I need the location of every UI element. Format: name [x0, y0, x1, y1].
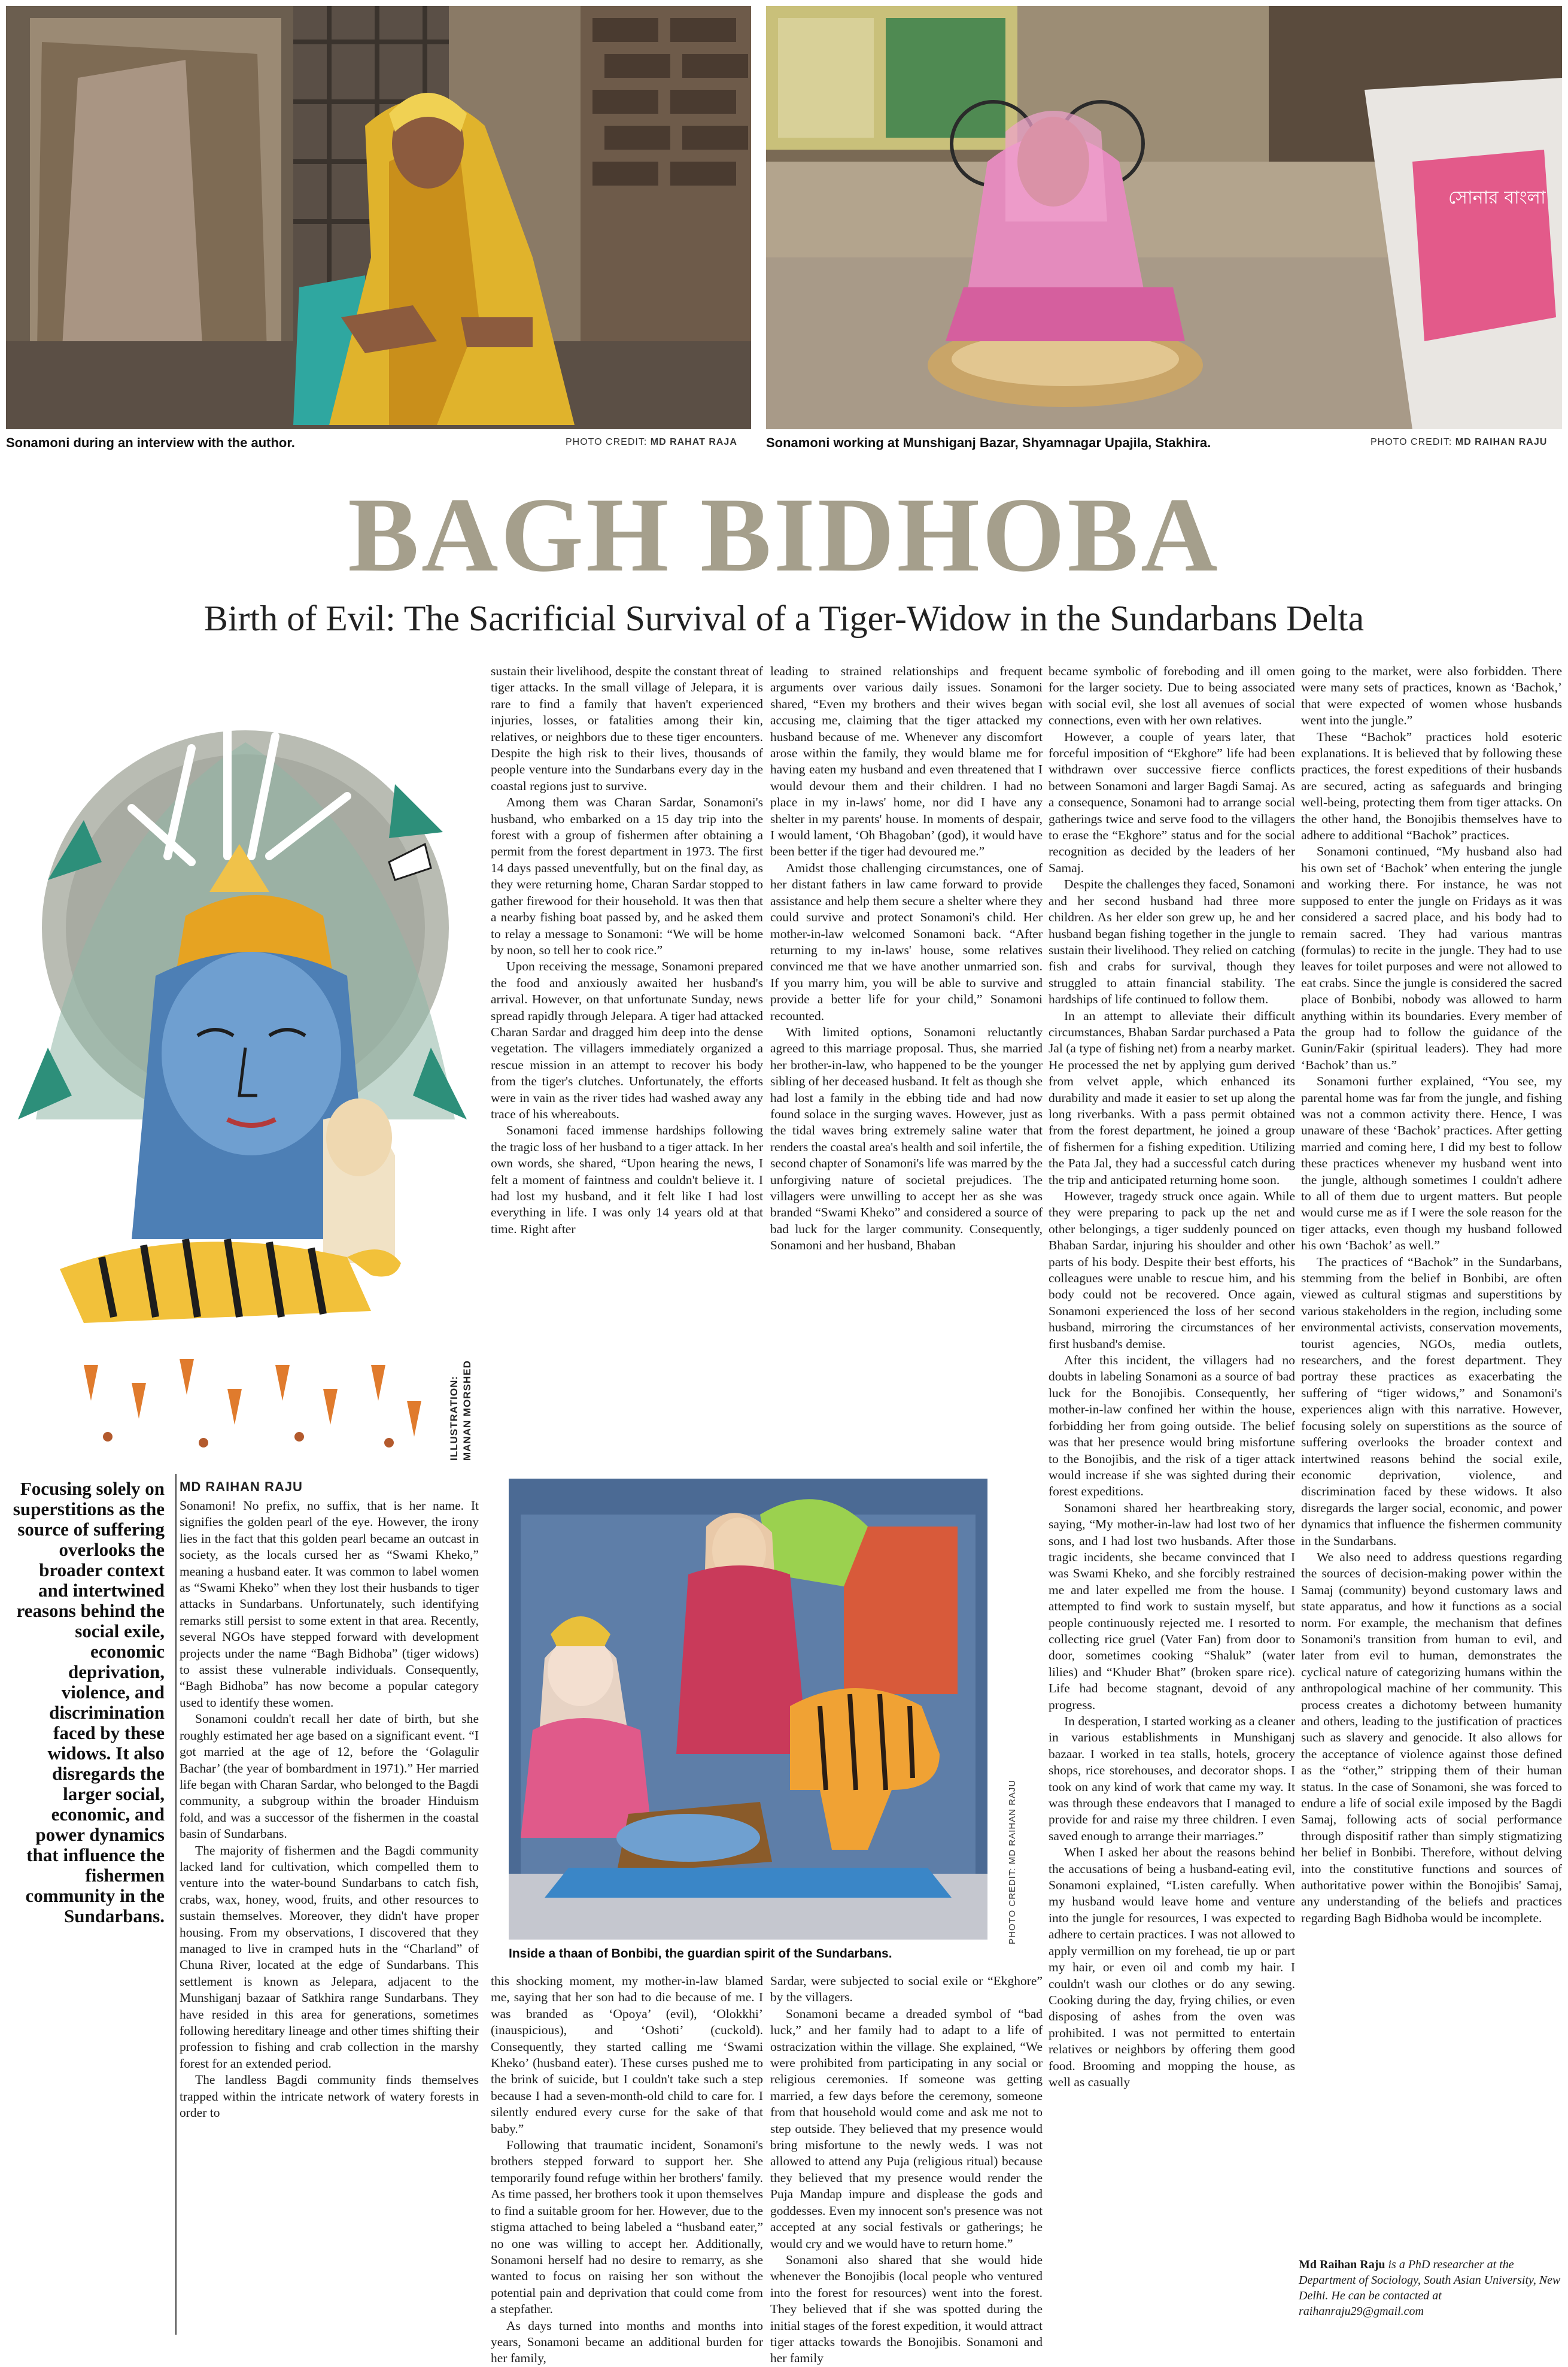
- pullquote-divider: [175, 1474, 177, 2335]
- paragraph: With limited options, Sonamoni reluctantly agreed to this marriage proposal. Thus, she married her brother-in-law, who happened to be the younger sibling of her deceased husband. It felt as though she had lost a family in the ebbing tide and had now found solace in the surging waves. However, just as the tidal waves bring extremely saline water that renders the coastal area's health and soil infertile, the second chapter of Sonamoni's life was marred by the unforgiving nature of societal prejudices. The villagers were unwilling to accept her as she was branded “Swami Kheko” and considered a source of bad luck for the larger community. Consequently, Sonamoni and her husband, Bhaban: [770, 1024, 1043, 1253]
- article-column-4: [1049, 663, 1295, 2336]
- paragraph: became symbolic of foreboding and ill omen for the larger society. Due to being associated with social evil, she lost all avenues of social connections, even with her own relatives.: [1049, 664, 1295, 728]
- paragraph: After this incident, the villagers had no doubts in labeling Sonamoni as a source of bad luck for the Bonojibis. Consequently, her mother-in-law confined her within the house, forbidding her from going outside. The belief was that her presence would bring misfortune to the Bonojibis, and the risk of a tiger attack would increase if she was sighted during their forest expeditions.: [1049, 1353, 1295, 1499]
- article-column-3: [770, 663, 1043, 1464]
- pull-quote: Focusing solely on superstitions as the source of suffering overlooks the broader context and intertwined reasons behind the social exile, economic deprivation, violence, and discrimination faced by these widows. It also disregards the larger social, economic, and power dynamics that influence the fishermen community in the Sundarbans.: [13, 1478, 165, 1926]
- paragraph: Sonamoni! No prefix, no suffix, that is her name. It signifies the golden pearl of the eye. However, the irony lies in the fact that this golden pearl became an outcast in society, as the locals cursed her as “Swami Kheko,” meaning a husband eater. It was common to label women as “Swami Kheko” when they lost their husbands to tiger attacks in Sundarbans. Unfortunately, such identifying remarks still persist to some extent in that area. Recently, several NGOs have stepped forward with development projects under the name “Bagh Bidhoba” (tiger widows) to assist these vulnerable individuals. Consequently, “Bagh Bidhoba” has now become a popular category used to identify these women.: [180, 1498, 479, 1710]
- photo-bonbibi-thaan: [509, 1479, 987, 1940]
- paragraph: Among them was Charan Sardar, Sonamoni's husband, who embarked on a 15 day trip into the forest with a group of fishermen after obtaining a permit from the forest department in 1973. The first 14 days passed uneventfully, but on the final day, as they were returning home, Charan Sardar stopped to gather firewood for their household. It was then that a nearby fishing boat passed by, and he asked them to relay a message to Sonamoni: “We will be home by noon, so tell her to cook rice.”: [491, 795, 763, 957]
- paragraph: The practices of “Bachok” in the Sundarbans, stemming from the belief in Bonbibi, are often viewed as cultural stigmas and superstitions by various stakeholders in the region, including some environmental activists, conservation movements, tourist agencies, NGOs, media outlets, researchers, and the forest department. They portray these practices as exacerbating the suffering of “tiger widows,” and Sonamoni's experiences align with this narrative. However, focusing solely on superstitions as the source of suffering overlooks the broader context and intertwined reasons behind the social exile, economic deprivation, violence, and discrimination faced by these widows. It also disregards the larger social, economic, and power dynamics that influence the fishermen community in the Sundarbans.: [1301, 1254, 1562, 1548]
- article-column-7: [770, 1973, 1043, 2366]
- paragraph: However, tragedy struck once again. While they were preparing to pack up the net and other belongings, a tiger suddenly pounced on Bhaban Sardar, injuring his shoulder and other parts of his body. Despite their best efforts, his colleagues were unable to rescue him, and his body could not be recovered. Once again, Sonamoni experienced the loss of her second husband, mirroring the circumstances of her first husband's demise.: [1049, 1189, 1295, 1351]
- paragraph: sustain their livelihood, despite the constant threat of tiger attacks. In the small village of Jelepara, it is rare to find a family that haven't experienced injuries, losses, or fatalities among their kin, relatives, or neighbors due to these tiger encounters. Despite the high risk to their lives, thousands of people venture into the Sundarbans every day in the coastal regions just to survive.: [491, 664, 763, 793]
- illustration-credit-label: ILLUSTRATION:: [448, 1375, 460, 1461]
- article-column-6: [491, 1973, 763, 2366]
- paragraph: In an attempt to alleviate their difficult circumstances, Bhaban Sardar purchased a Pata Jal (a type of fishing net) from a nearby market. He processed the net by applying gum derived from velvet apple, which enhanced its durability and made it easier to set up along the long riverbanks. With a pass permit obtained from the forest department, he joined a group of fishermen for a fishing expedition. Utilizing the Pata Jal, they had a successful catch during the trip and anticipated returning home soon.: [1049, 1008, 1295, 1187]
- paragraph: Sonamoni shared her heartbreaking story, saying, “My mother-in-law had lost two of her sons, and I had lost two husbands. After those tragic incidents, she became convinced that I was Swami Kheko, and she forcibly restrained me and later expelled me from the house. I attempted to find work to sustain myself, but people continuously rejected me. I resorted to collecting rice gruel (Vater Fan) from door to door, sometimes cooking “Shaluk” (water lilies) and “Khuder Bhat” (broken spare rice). Life had become stagnant, devoid of any progress.: [1049, 1500, 1295, 1712]
- paragraph: Amidst those challenging circumstances, one of her distant fathers in law came forward to provide assistance and help them secure a shelter where they could survive and protect Sonamoni's child. Her mother-in-law welcomed Sonamoni back. “After returning to my in-laws' house, some relatives convinced me that we have another unmarried son. If you marry him, you will be able to survive and provide a better life for your child,” Sonamoni recounted.: [770, 860, 1043, 1023]
- paragraph: We also need to address questions regarding the sources of decision-making power within the Samaj (community) beyond customary laws and state apparatus, and how it functions as a social norm. For example, the mechanism that defines Sonamoni's transition from human to evil, and later from evil to human, demonstrates the cyclical nature of categorizing humans within the anthropological machine of her community. This process creates a dichotomy between humanity and others, leading to the justification of practices such as slavery and genocide. It also allows for the acceptance of violence against those defined as the “other,” stripping them of their human status. In the case of Sonamoni, she was forced to endure a life of social exile imposed by the Bagdi Samaj, following acts of social performance through dispositif rather than simply stigmatizing her belief in Bonbibi. Therefore, without delving into the constitutive functions and sources of authoritative power within the Bonojibis' Samaj, any understanding of the beliefs and practices regarding Bagh Bidhoba would be incomplete.: [1301, 1549, 1562, 1925]
- paragraph: In desperation, I started working as a cleaner in various establishments in Munshiganj bazaar. I worked in tea stalls, hotels, grocery shops, rice storehouses, and decorator shops. I took on any kind of work that came my way. It was through these endeavors that I managed to provide for and raise my three children. I even saved enough to arrange their marriages.”: [1049, 1714, 1295, 1843]
- author-bio-email[interactable]: raihanraju29@gmail.com: [1299, 2305, 1424, 2318]
- paragraph: Sonamoni became a dreaded symbol of “bad luck,” and her family had to adapt to a life of ostracization within the village. She explained, “We were prohibited from participating in any social or religious ceremonies. If someone was getting married, a few days before the ceremony, someone from that household would come and ask me not to step outside. They believed that my presence would bring misfortune to the newly weds. I was not allowed to attend any Puja (religious ritual) because they believed that my presence would render the Puja Mandap impure and displease the gods and goddesses. Even my innocent son's presence was not accepted at any social festivals or gatherings; he would cry and we would have to return home.”: [770, 2006, 1043, 2251]
- paragraph: When I asked her about the reasons behind the accusations of being a husband-eating evil, Sonamoni explained, “Listen carefully. When my husband would leave home and venture into the jungle for resources, I was expected to adhere to certain practices. I was not allowed to apply vermillion on my forehead, tie up or part my hair, or even oil and comb my hair. I couldn't wash our clothes or do any sewing. Cooking during the day, frying chilies, or even disposing of ashes from the oven was prohibited. I was not permitted to entertain relatives or neighbors by offering them good food. Brooming and mopping the house, as well as casually: [1049, 1845, 1295, 2089]
- page-subtitle: Birth of Evil: The Sacrificial Survival of a Tiger-Widow in the Sundarbans Delta: [203, 599, 1365, 638]
- page-title: BAGH BIDHOBA: [348, 475, 1220, 594]
- paragraph: Sonamoni continued, “My husband also had his own set of ‘Bachok’ when entering the jungle and working there. For instance, he was not supposed to enter the jungle on Fridays as it was considered a sacred place, and his body had to remain sacred. They had various mantras (formulas) to recite in the jungle. They had to use leaves for toilet purposes and were not allowed to eat crabs. Since the jungle is considered the sacred place of Bonbibi, nobody was allowed to harm anything within its boundaries. Every member of the group had to follow the guidance of the Gunin/Fakir (spiritual leaders). They had more ‘Bachok’ than us.”: [1301, 844, 1562, 1072]
- paragraph: Sardar, were subjected to social exile or “Ekghore” by the villagers.: [770, 1974, 1043, 2005]
- illustration-credit: [448, 1360, 474, 1461]
- sack-text: সোনার বাংলা: [1448, 187, 1546, 208]
- paragraph: The majority of fishermen and the Bagdi community lacked land for cultivation, which compelled them to venture into the water-bound Sundarbans to catch fish, crabs, wax, honey, wood, fruits, and other resources to sustain themselves. Moreover, they didn't have proper housing. From my observations, I discovered that they managed to live in cramped huts in the “Charland” of Chuna River, located at the edge of Sundarbans. This settlement is known as Jelepara, adjacent to the Munshiganj bazaar of Satkhira range Sundarbans. They have resided in this area for generations, sometimes following hereditary lineage and other times shifting their profession to fishing and crab collection in the marshy forest for an extended period.: [180, 1843, 479, 2071]
- photo-sonamoni-interview: [6, 6, 751, 429]
- paragraph: Sonamoni faced immense hardships following the tragic loss of her husband to a tiger attack. In her own words, she shared, “Upon hearing the news, I felt a moment of faintness and couldn't believe it. I had lost my husband, and it felt like I had lost everything in life. I was only 14 years old at that time. Right after: [491, 1123, 763, 1236]
- paragraph: this shocking moment, my mother-in-law blamed me, saying that her son had to die because of me. I was branded as ‘Opoya’ (evil), ‘Olokkhi’ (inauspicious), and ‘Oshoti’ (cuckold). Consequently, they started calling me ‘Swami Kheko’ (husband eater). These curses pushed me to the brink of suicide, but I couldn't take such a step because I had a seven-month-old child to care for. I silently endured every curse for the sake of that baby.”: [491, 1974, 763, 2136]
- photo-credit-right: [1371, 437, 1547, 448]
- inset-photo-caption: Inside a thaan of Bonbibi, the guardian spirit of the Sundarbans.: [509, 1947, 892, 1961]
- paragraph: Sonamoni further explained, “You see, my parental home was far from the jungle, and fishing was not a common activity there. Hence, I was unaware of these ‘Bachok’ practices. After getting married and coming here, I did my best to follow these practices whenever my husband went into the jungle, although sometimes I couldn't adhere to all of them due to urgent matters. But people would curse me as if I were the sole reason for the tiger attacks, even though my husband followed his own ‘Bachok’ as well.”: [1301, 1074, 1562, 1253]
- article-column-1: [180, 1498, 479, 2336]
- paragraph: These “Bachok” practices hold esoteric explanations. It is believed that by following these practices, the forest expeditions of their husbands are secured, acting as safeguards and bringing well-being, protecting them from tiger attacks. On the other hand, the Bonojibis themselves have to adhere to additional “Bachok” practices.: [1301, 729, 1562, 843]
- paragraph: Sonamoni couldn't recall her date of birth, but she roughly estimated her age based on a significant event. “I got married at the age of 12, before the ‘Golagulir Bachar’ (the year of bombardment in 1971).” Her married life began with Charan Sardar, who belonged to the Bagdi community, a subgroup within the broader Hinduism fold, and was a successor of the fishermen in the coastal basin of Sundarbans.: [180, 1711, 479, 1841]
- author-bio-name: Md Raihan Raju: [1299, 2258, 1385, 2271]
- photo-caption-left: Sonamoni during an interview with the author.: [6, 435, 295, 450]
- photo-credit-left: [566, 437, 737, 448]
- photo-credit-right-name: MD RAIHAN RAJU: [1455, 437, 1548, 447]
- author-bio: [1299, 2257, 1562, 2319]
- byline: MD RAIHAN RAJU: [180, 1479, 303, 1494]
- paragraph: Upon receiving the message, Sonamoni prepared the food and anxiously awaited her husband's arrival. However, on that unfortunate Sunday, news spread rapidly through Jelepara. A tiger had attacked Charan Sardar and dragged him deep into the dense vegetation. The villagers immediately organized a rescue mission in an attempt to recover his body from the tiger's clutches. Unfortunately, the efforts were in vain as the river tides had washed away any trace of his whereabouts.: [491, 959, 763, 1121]
- illustration-credit-artist: MANAN MORSHED: [461, 1360, 473, 1461]
- paragraph: Sonamoni also shared that she would hide whenever the Bonojibis (local people who ventured into the forest for resources) went into the forest. They believed that if she was spotted during the initial stages of the forest expedition, it would attract tiger attacks towards the Bonojibis. Sonamoni and her family: [770, 2252, 1043, 2366]
- illustration-bonbibi: [12, 664, 473, 1461]
- photo-credit-left-name: MD RAHAT RAJA: [650, 437, 737, 447]
- inset-photo-credit: PHOTO CREDIT: MD RAIHAN RAJU: [1007, 1779, 1017, 1944]
- paragraph: going to the market, were also forbidden. There were many sets of practices, known as ‘Bachok,’ that were expected of women whose husbands went into the jungle.”: [1301, 664, 1562, 728]
- photo-credit-right-label: PHOTO CREDIT:: [1371, 437, 1452, 447]
- paragraph: The landless Bagdi community finds themselves trapped within the intricate network of watery forests in order to: [180, 2072, 479, 2120]
- photo-caption-right: Sonamoni working at Munshiganj Bazar, Shyamnagar Upajila, Stakhira.: [766, 435, 1211, 450]
- photo-sonamoni-working: [766, 6, 1562, 429]
- paragraph: leading to strained relationships and frequent arguments over various daily issues. Sonamoni shared, “Even my brothers and their wives began accusing me, claiming that the tiger attacked my husband because of me. Whenever any discomfort arose within the family, they would blame me for having eaten my husband and even threatened that I would devour them and their children. I had no place in my in-laws' home, nor did I have any shelter in my parents' house. In moments of despair, I would lament, ‘Oh Bhagoban’ (god), it would have been better if the tiger had devoured me.”: [770, 664, 1043, 859]
- photo-credit-left-label: PHOTO CREDIT:: [566, 437, 648, 447]
- paragraph: Despite the challenges they faced, Sonamoni and her second husband had three more children. As her elder son grew up, he and her husband began fishing together in the jungle to sustain their livelihood. They relied on catching fish and crabs for survival, though they struggled to attain financial stability. The hardships of life continued to follow them.: [1049, 877, 1295, 1007]
- author-bio-text: is a PhD researcher at the Department of Sociology, South Asian University, New Delhi. He can be contacted at: [1299, 2258, 1561, 2302]
- article-column-2: [491, 663, 763, 1464]
- article-column-5: [1301, 663, 1562, 2250]
- paragraph: However, a couple of years later, that forceful imposition of “Ekghore” life had been withdrawn over successive fierce conflicts between Sonamoni and larger Bagdi Samaj. As a consequence, Sonamoni had to arrange social gatherings twice and serve food to the villagers to erase the “Ekghore” status and for the social recognition as decided by the leaders of her Samaj.: [1049, 729, 1295, 875]
- paragraph: Following that traumatic incident, Sonamoni's brothers stepped forward to support her. She temporarily found refuge within her brothers' family. As time passed, her brothers took it upon themselves to find a suitable groom for her. However, due to the stigma attached to being labeled a “husband eater,” no one was willing to accept her. Additionally, Sonamoni herself had no desire to remarry, as she wanted to focus on raising her son without the potential pain and deprivation that could come from a stepfather.: [491, 2138, 763, 2317]
- paragraph: As days turned into months and months into years, Sonamoni became an additional burden for her family,: [491, 2318, 763, 2366]
